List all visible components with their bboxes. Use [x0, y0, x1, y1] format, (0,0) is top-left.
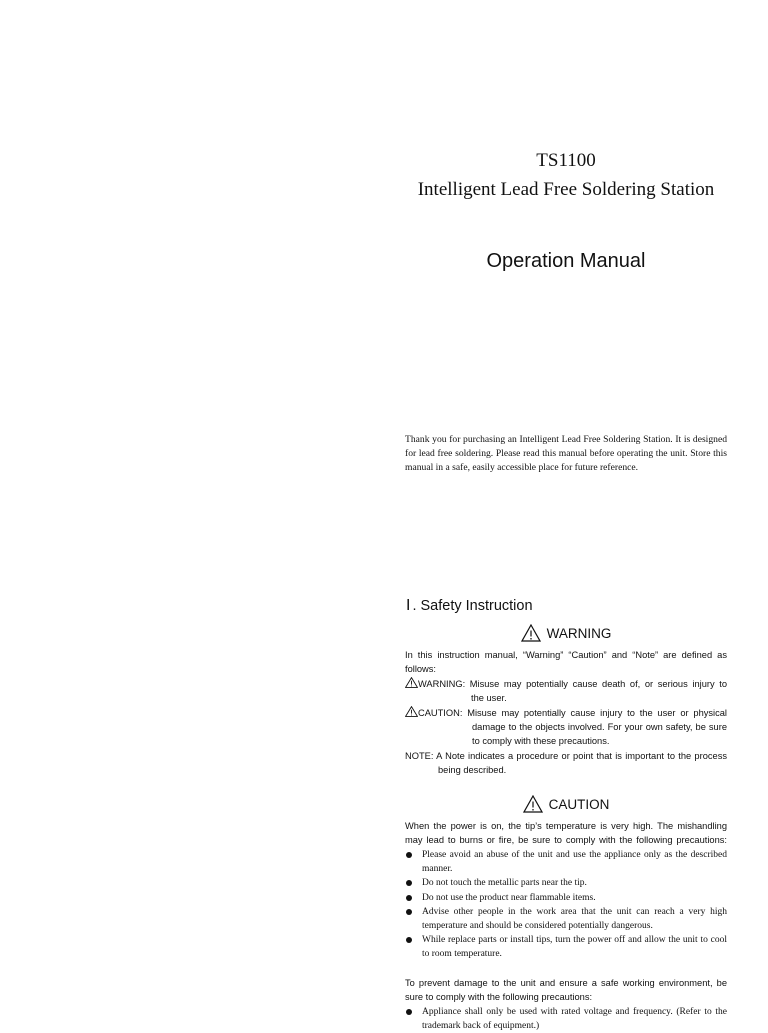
caution-triangle-icon [523, 795, 543, 813]
section-number: Ⅰ [406, 598, 411, 614]
section-title-text: . Safety Instruction [412, 598, 533, 614]
model-number: TS1100 [536, 150, 596, 171]
list-item: Do not use the product near flammable items. [405, 891, 727, 905]
warning-def-label: WARNING: [418, 679, 466, 689]
caution-def-continuation: to comply with these precautions. [472, 736, 610, 747]
caution-def-label: CAUTION: [418, 708, 463, 718]
list-item: While replace parts or install tips, turn the power off and allow the unit to cool to room temperature. [405, 933, 727, 961]
section-title [406, 596, 533, 615]
intro-line: for lead free soldering. Please read this manual before operating the unit. Store this [405, 448, 727, 460]
note-def-text: NOTE: A Note indicates a procedure or point that is important to the process [405, 751, 727, 761]
warning-heading-text: WARNING [546, 625, 612, 641]
bullet-icon [406, 937, 412, 943]
intro-paragraph [405, 433, 727, 476]
definitions-intro-line: In this instruction manual, “Warning” “Caution” and “Note” are defined as [405, 650, 727, 660]
definitions-intro-line: follows: [405, 664, 437, 675]
caution-definition [405, 706, 727, 749]
bullet-icon [406, 1009, 412, 1015]
caution-intro-line: may lead to burns or fire, be sure to comply with the following precautions: [405, 835, 727, 846]
prevent-intro [405, 976, 727, 1004]
bullet-icon [406, 880, 412, 886]
warning-triangle-icon [405, 677, 418, 688]
warning-heading [405, 624, 727, 642]
bullet-icon [406, 895, 412, 901]
caution-heading-text: CAUTION [548, 796, 610, 812]
list-item: Do not touch the metallic parts near the tip. [405, 876, 727, 890]
list-item: Advise other people in the work area that the unit can reach a very high temperature and should be considered potentially dangerous. [405, 905, 727, 933]
caution-intro-line: When the power is on, the tip’s temperature is very high. The mishandling [405, 821, 727, 831]
prevent-intro-line: To prevent damage to the unit and ensure a safe working environment, be [405, 978, 727, 988]
product-name: Intelligent Lead Free Soldering Station [417, 179, 715, 200]
warning-definition [405, 677, 727, 705]
intro-line: Thank you for purchasing an Intelligent Lead Free Soldering Station. It is designed [405, 434, 727, 445]
note-def-continuation: being described. [438, 765, 507, 776]
caution-def-continuation: damage to the objects involved. For your own safety, be sure [472, 722, 727, 733]
warning-def-continuation: the user. [471, 693, 507, 704]
prevent-list [405, 1005, 727, 1033]
prevent-intro-line: sure to comply with the following precautions: [405, 992, 593, 1003]
caution-heading [405, 795, 727, 813]
caution-def-text: Misuse may potentially cause injury to the user or physical [462, 708, 727, 718]
bullet-icon [406, 909, 412, 915]
bullet-icon [406, 852, 412, 858]
intro-line: manual in a safe, easily accessible place for future reference. [405, 462, 639, 474]
warning-triangle-icon [521, 624, 541, 642]
note-definition [405, 749, 727, 777]
list-item: Appliance shall only be used with rated voltage and frequency. (Refer to the trademark back of equipment.) [405, 1005, 727, 1033]
warning-def-text: Misuse may potentially cause death of, or serious injury to [465, 679, 727, 689]
caution-list [405, 848, 727, 962]
list-item: Please avoid an abuse of the unit and use the appliance only as the described manner. [405, 848, 727, 876]
caution-intro [405, 819, 727, 847]
manual-title: Operation Manual [486, 250, 646, 272]
caution-triangle-icon [405, 706, 418, 717]
definitions-intro [405, 648, 727, 676]
